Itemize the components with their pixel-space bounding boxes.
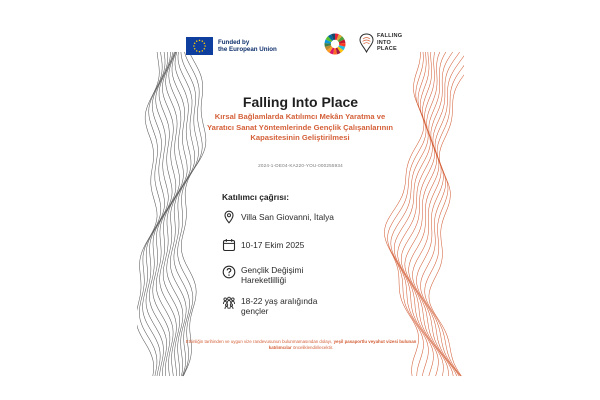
age-row	[222, 296, 331, 317]
project-logo-icon	[359, 33, 374, 53]
poster-subtitle: Kırsal Bağlamlarda Katılımcı Mekân Yaratma ve Yaratıcı Sanat Yöntemlerinde Gençlik Çalışanlarının Kapasitesinin Geliştirilmesi	[207, 112, 393, 143]
location-pin-icon	[222, 210, 236, 224]
eu-flag-icon	[186, 37, 213, 55]
note-part-3: önceliklendirilecektir.	[291, 345, 334, 351]
note-bold-1: yeşil pasaportlu	[333, 339, 368, 344]
eu-line-2: the European Union	[218, 46, 277, 53]
sdg-wheel-icon	[324, 33, 346, 55]
calendar-icon	[222, 238, 236, 252]
age-text	[241, 296, 331, 317]
activity-type-row	[222, 265, 331, 286]
eligibility-note	[183, 339, 419, 352]
note-part-1: Etkinliğin tarihinden ve uygun vize randevusunun bulunmamasından dolayı,	[185, 339, 334, 344]
project-logo-line-2: INTO	[377, 39, 392, 46]
activity-type-line-1: Gençlik Değişimi	[241, 265, 304, 275]
activity-type-text	[241, 265, 331, 286]
question-icon	[222, 265, 236, 279]
eu-line-1: Funded by	[218, 38, 250, 46]
project-logo	[359, 33, 402, 53]
project-code: 2024-1-DE04-KA220-YOU-000255934	[258, 163, 343, 168]
project-logo-line-1: FALLING	[377, 33, 403, 40]
contour-lines-decoration	[137, 22, 464, 378]
location-row	[222, 210, 334, 224]
eu-funding-logo	[186, 37, 277, 55]
project-logo-text	[377, 33, 402, 53]
location-text: Villa San Giovanni, İtalya	[241, 212, 334, 222]
project-logo-line-3: PLACE	[377, 46, 397, 53]
poster	[137, 22, 464, 378]
note-bold-2: veyahut vizesi bulunan katılımcılar	[268, 339, 417, 351]
activity-type-line-2: Hareketlilliği	[241, 275, 287, 286]
people-group-icon	[222, 296, 236, 310]
dates-row	[222, 238, 304, 252]
age-line-1: 18-22 yaş aralığında	[241, 296, 318, 306]
dates-text: 10-17 Ekim 2025	[241, 240, 305, 250]
eu-funding-text	[218, 39, 277, 53]
age-line-2: gençler	[241, 306, 269, 317]
poster-title: Falling Into Place	[242, 94, 359, 110]
call-heading: Katılımcı çağrısı:	[222, 192, 290, 202]
